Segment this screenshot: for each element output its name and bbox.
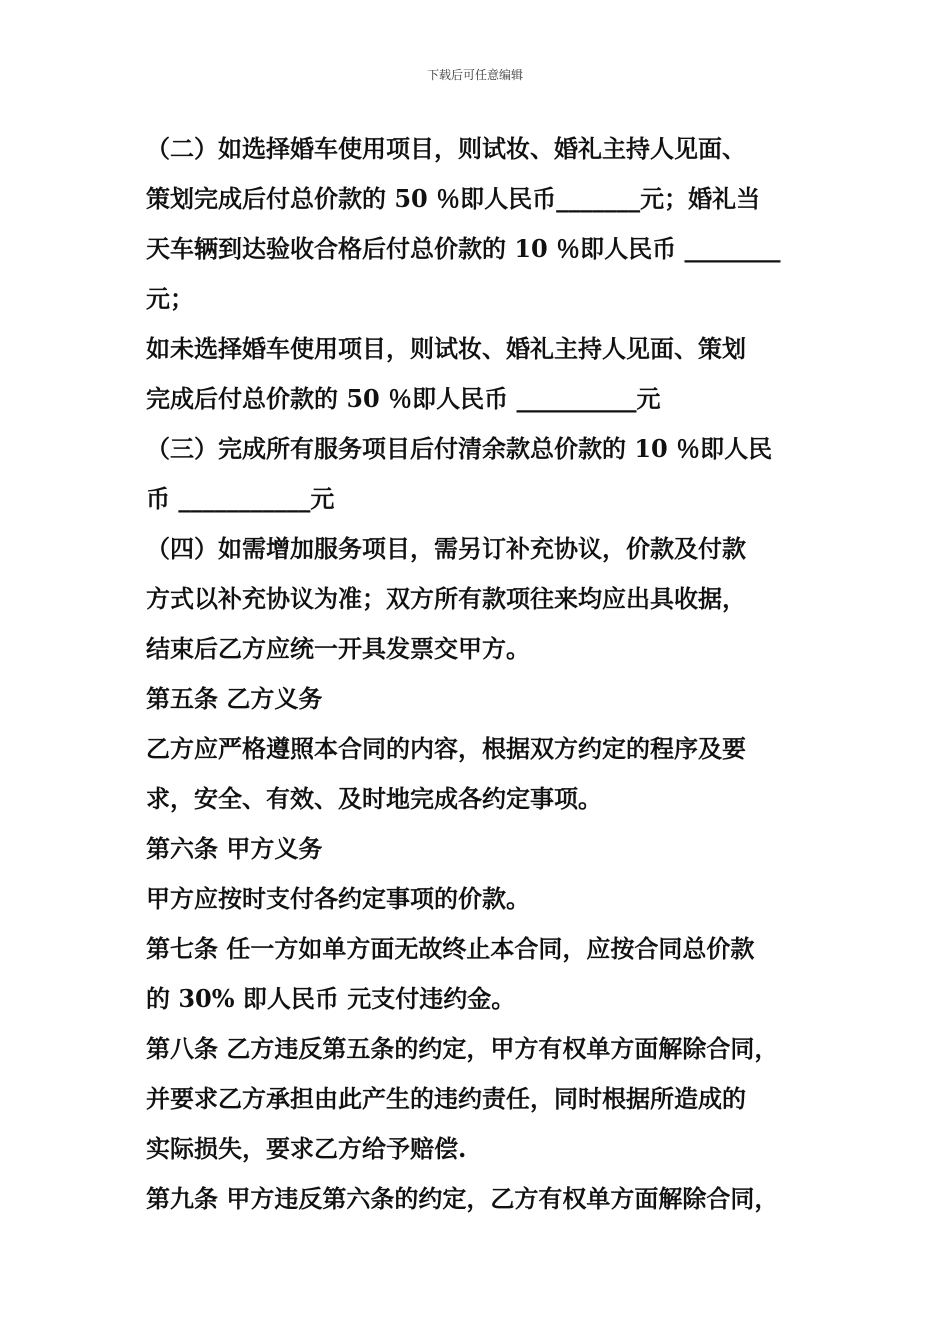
section-heading: 第六条 甲方义务 xyxy=(146,834,323,863)
page-header: 下载后可任意编辑 xyxy=(426,68,523,82)
section-heading: 第五条 乙方义务 xyxy=(146,684,323,713)
text-line: 并要求乙方承担由此产生的违约责任，同时根据所造成的 xyxy=(146,1084,746,1113)
text-line: 第九条 甲方违反第六条的约定，乙方有权单方面解除合同， xyxy=(146,1184,779,1213)
document-body xyxy=(146,124,826,1224)
text-line: 元； xyxy=(146,284,194,313)
text-line: 如未选择婚车使用项目，则试妆、婚礼主持人见面、策划 xyxy=(146,334,746,363)
text-line: 结束后乙方应统一开具发票交甲方。 xyxy=(146,634,530,663)
text-line: 策划完成后付总价款的 50 ％即人民币_______元；婚礼当 xyxy=(146,184,761,213)
text-line: （四）如需增加服务项目，需另订补充协议，价款及付款 xyxy=(146,534,746,563)
text-line: （三）完成所有服务项目后付清余款总价款的 10 ％即人民 xyxy=(146,434,773,463)
text-line: （二）如选择婚车使用项目，则试妆、婚礼主持人见面、 xyxy=(146,134,746,163)
text-line: 第七条 任一方如单方面无故终止本合同，应按合同总价款 xyxy=(146,934,755,963)
text-line: 完成后付总价款的 50 ％即人民币 __________元 xyxy=(146,384,661,413)
text-line: 求，安全、有效、及时地完成各约定事项。 xyxy=(146,784,602,813)
text-line: 第八条 乙方违反第五条的约定，甲方有权单方面解除合同， xyxy=(146,1034,779,1063)
text-line: 乙方应严格遵照本合同的内容，根据双方约定的程序及要 xyxy=(146,734,746,763)
text-line: 币 ___________元 xyxy=(146,484,335,513)
text-line: 甲方应按时支付各约定事项的价款。 xyxy=(146,884,530,913)
text-line: 实际损失，要求乙方给予赔偿. xyxy=(146,1134,467,1163)
text-line: 的 30% 即人民币 元支付违约金。 xyxy=(146,984,516,1013)
text-line: 天车辆到达验收合格后付总价款的 10 ％即人民币 ________ xyxy=(146,234,781,263)
text-line: 方式以补充协议为准；双方所有款项往来均应出具收据， xyxy=(146,584,746,613)
